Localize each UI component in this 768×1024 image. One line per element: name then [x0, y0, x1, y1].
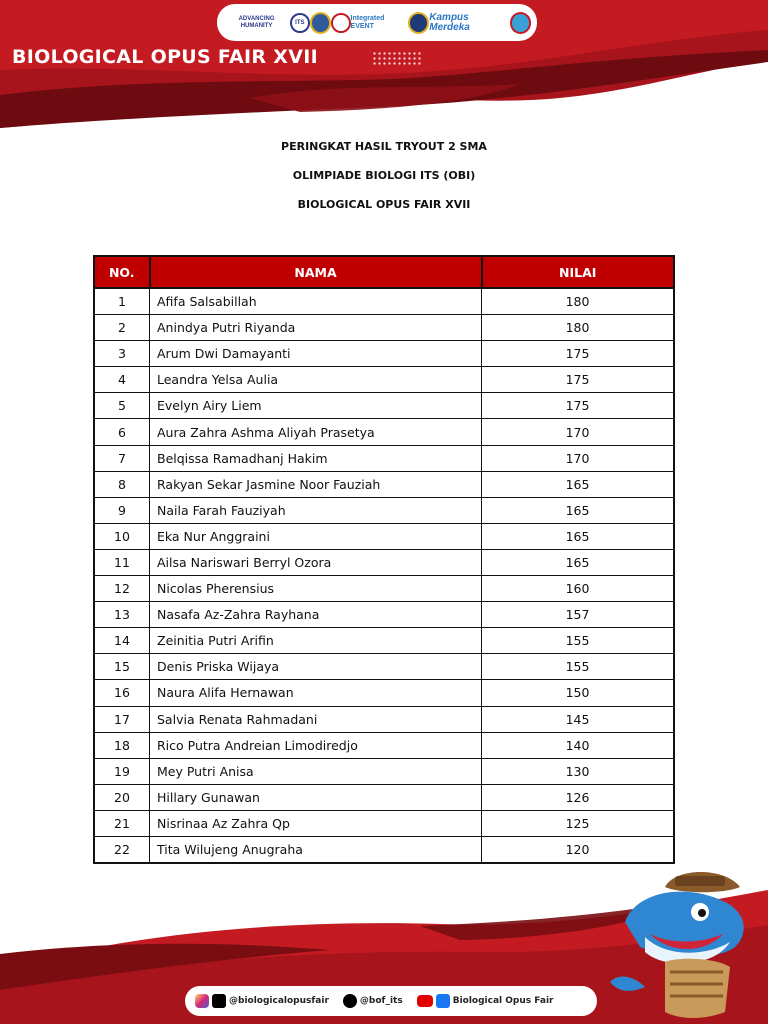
- table-row: [94, 784, 674, 810]
- table-row: [94, 706, 674, 732]
- cell-nilai: 180: [482, 315, 675, 341]
- instagram-handle: @biologicalopusfair: [229, 996, 329, 1006]
- table-header-row: [94, 256, 674, 288]
- instagram-tiktok-link[interactable]: [195, 994, 329, 1008]
- title-line-1: PERINGKAT HASIL TRYOUT 2 SMA: [281, 140, 487, 153]
- table-row: [94, 758, 674, 784]
- cell-nama: Afifa Salsabillah: [150, 288, 482, 315]
- x-handle: @bof_its: [359, 996, 403, 1006]
- title-line-2: OLIMPIADE BIOLOGI ITS (OBI): [292, 169, 476, 182]
- cell-nilai: 126: [482, 784, 675, 810]
- cell-no: 22: [94, 836, 150, 863]
- cell-nilai: 165: [482, 549, 675, 575]
- cell-nilai: 165: [482, 523, 675, 549]
- cell-no: 3: [94, 341, 150, 367]
- cell-nama: Nisrinaa Az Zahra Qp: [150, 810, 482, 836]
- cell-no: 12: [94, 576, 150, 602]
- organization-badge-icon: [310, 12, 331, 34]
- cell-nilai: 175: [482, 393, 675, 419]
- table-row: [94, 315, 674, 341]
- cell-no: 5: [94, 393, 150, 419]
- ranking-table: [93, 255, 675, 864]
- header-nama: NAMA: [150, 256, 482, 288]
- instagram-icon: [195, 994, 209, 1008]
- cell-nilai: 155: [482, 654, 675, 680]
- table-row: [94, 288, 674, 315]
- cell-no: 6: [94, 419, 150, 445]
- cell-nama: Rakyan Sekar Jasmine Noor Fauziah: [150, 471, 482, 497]
- cell-no: 15: [94, 654, 150, 680]
- x-link[interactable]: [343, 994, 403, 1008]
- cell-nilai: 180: [482, 288, 675, 315]
- youtube-icon: [417, 995, 433, 1007]
- cell-nama: Belqissa Ramadhanj Hakim: [150, 445, 482, 471]
- cell-nama: Evelyn Airy Liem: [150, 393, 482, 419]
- cell-no: 17: [94, 706, 150, 732]
- cell-nilai: 150: [482, 680, 675, 706]
- table-row: [94, 576, 674, 602]
- cell-no: 18: [94, 732, 150, 758]
- cell-no: 9: [94, 497, 150, 523]
- cell-nilai: 157: [482, 602, 675, 628]
- cell-nama: Leandra Yelsa Aulia: [150, 367, 482, 393]
- channel-name: Biological Opus Fair: [452, 996, 554, 1006]
- cell-nilai: 170: [482, 419, 675, 445]
- title-line-3: BIOLOGICAL OPUS FAIR XVII: [297, 198, 471, 211]
- tiktok-icon: [212, 994, 226, 1008]
- cell-nama: Naila Farah Fauziyah: [150, 497, 482, 523]
- partner-logos: [217, 4, 537, 41]
- shark-mascot-icon: [605, 862, 765, 1022]
- cell-nama: Salvia Renata Rahmadani: [150, 706, 482, 732]
- facebook-icon: [436, 994, 450, 1008]
- cell-nama: Arum Dwi Damayanti: [150, 341, 482, 367]
- event-name: BIOLOGICAL OPUS FAIR XVII: [12, 46, 318, 68]
- its-logo: ITS: [290, 13, 310, 33]
- cell-nama: Nasafa Az-Zahra Rayhana: [150, 602, 482, 628]
- cell-nama: Eka Nur Anggraini: [150, 523, 482, 549]
- cell-nama: Anindya Putri Riyanda: [150, 315, 482, 341]
- header-no: NO.: [94, 256, 150, 288]
- cell-no: 7: [94, 445, 150, 471]
- cell-nama: Tita Wilujeng Anugraha: [150, 836, 482, 863]
- cell-no: 16: [94, 680, 150, 706]
- table-row: [94, 628, 674, 654]
- cell-nilai: 175: [482, 341, 675, 367]
- cell-no: 10: [94, 523, 150, 549]
- cell-no: 14: [94, 628, 150, 654]
- social-media-bar: [185, 986, 597, 1016]
- cell-nama: Nicolas Pherensius: [150, 576, 482, 602]
- cell-no: 4: [94, 367, 150, 393]
- cell-nilai: 165: [482, 471, 675, 497]
- table-row: [94, 367, 674, 393]
- cell-no: 21: [94, 810, 150, 836]
- cell-nama: Zeinitia Putri Arifin: [150, 628, 482, 654]
- cell-nilai: 175: [482, 367, 675, 393]
- cell-no: 13: [94, 602, 150, 628]
- table-row: [94, 810, 674, 836]
- integrated-event-logo: Integrated EVENT: [350, 14, 385, 30]
- cell-nilai: 120: [482, 836, 675, 863]
- cell-no: 1: [94, 288, 150, 315]
- cell-nama: Denis Priska Wijaya: [150, 654, 482, 680]
- cell-nama: Mey Putri Anisa: [150, 758, 482, 784]
- cell-nilai: 160: [482, 576, 675, 602]
- table-row: [94, 471, 674, 497]
- cell-nama: Naura Alifa Hernawan: [150, 680, 482, 706]
- youtube-facebook-link[interactable]: [417, 994, 554, 1008]
- table-row: [94, 497, 674, 523]
- table-row: [94, 419, 674, 445]
- x-icon: [343, 994, 357, 1008]
- cell-nilai: 170: [482, 445, 675, 471]
- cell-nilai: 155: [482, 628, 675, 654]
- cell-nilai: 130: [482, 758, 675, 784]
- cell-no: 2: [94, 315, 150, 341]
- table-row: [94, 523, 674, 549]
- cell-no: 19: [94, 758, 150, 784]
- table-row: [94, 680, 674, 706]
- table-row: [94, 341, 674, 367]
- table-row: [94, 732, 674, 758]
- table-row: [94, 836, 674, 863]
- table-row: [94, 393, 674, 419]
- table-row: [94, 654, 674, 680]
- cell-no: 20: [94, 784, 150, 810]
- cell-nama: Ailsa Nariswari Berryl Ozora: [150, 549, 482, 575]
- cell-nama: Hillary Gunawan: [150, 784, 482, 810]
- cell-nilai: 145: [482, 706, 675, 732]
- cell-no: 11: [94, 549, 150, 575]
- cell-nama: Aura Zahra Ashma Aliyah Prasetya: [150, 419, 482, 445]
- decorative-dots: [372, 51, 422, 65]
- kampus-merdeka-logo: Kampus Merdeka: [429, 11, 470, 33]
- bh-logo: [331, 13, 351, 33]
- cell-nilai: 125: [482, 810, 675, 836]
- university-seal-icon: [408, 12, 429, 34]
- bof-badge-icon: [510, 12, 531, 34]
- table-row: [94, 602, 674, 628]
- cell-no: 8: [94, 471, 150, 497]
- header-nilai: NILAI: [482, 256, 675, 288]
- table-row: [94, 549, 674, 575]
- cell-nama: Rico Putra Andreian Limodiredjo: [150, 732, 482, 758]
- table-row: [94, 445, 674, 471]
- advancing-humanity-logo: ADVANCING HUMANITY: [238, 15, 275, 29]
- cell-nilai: 165: [482, 497, 675, 523]
- cell-nilai: 140: [482, 732, 675, 758]
